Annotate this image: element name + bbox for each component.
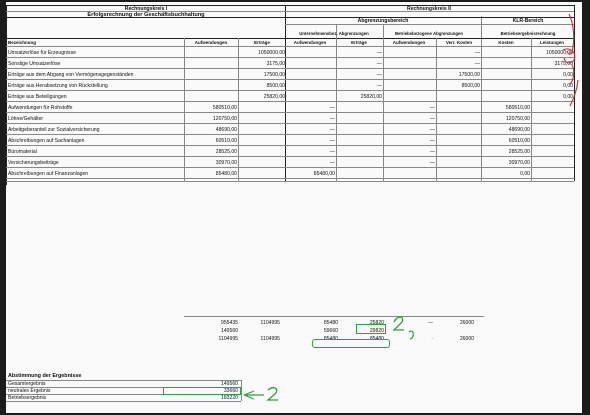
total-ue[interactable]: 85480 xyxy=(369,336,384,342)
cell-ua[interactable]: 85480,00 xyxy=(313,171,335,177)
cell-aufw[interactable]: 580510,00 xyxy=(212,105,237,111)
total-ue[interactable]: 29820 xyxy=(369,328,384,334)
cell-aufw[interactable]: 30970,00 xyxy=(215,160,237,166)
row-gridline xyxy=(6,123,574,124)
cell-ertr[interactable]: 3175,00 xyxy=(266,61,285,67)
cell-ua[interactable]: — xyxy=(329,116,335,122)
cell-aufw[interactable]: 28525,00 xyxy=(215,149,237,155)
col-header-ertraege: Erträge xyxy=(254,40,270,45)
cell-aufw[interactable]: 85480,00 xyxy=(215,171,237,177)
row-label[interactable]: Sonstige Umsatzerlöse xyxy=(8,61,61,67)
cell-ertr[interactable]: 25820,00 xyxy=(263,94,285,100)
abgrenzung-title: Abgrenzungsbereich xyxy=(357,18,409,24)
col-line xyxy=(383,24,384,181)
row-label[interactable]: Büromaterial xyxy=(8,149,37,155)
summary-value-gesamt[interactable]: 149560 xyxy=(221,381,238,387)
total-ua[interactable]: 85480 xyxy=(323,320,338,326)
row-label[interactable]: Versicherungsbeiträge xyxy=(8,160,59,166)
total-bv[interactable]: 26000 xyxy=(459,320,474,326)
cell-ua[interactable]: — xyxy=(329,149,335,155)
total-ba[interactable]: · xyxy=(431,336,433,342)
cell-aufw[interactable]: 120750,00 xyxy=(212,116,237,122)
cell-ertr[interactable]: 1050000,00 xyxy=(258,50,285,56)
unternehmens-title: Unternehmensbez. Abgrenzungen xyxy=(299,31,369,36)
cell-ertr[interactable]: 8500,00 xyxy=(266,83,285,89)
row-gridline xyxy=(6,156,574,157)
cell-l[interactable]: 3175,00 xyxy=(554,61,573,67)
cell-ba[interactable]: — xyxy=(429,149,435,155)
green-circle-totals xyxy=(312,339,390,348)
rk2-title: Rechnungskreis II xyxy=(407,6,451,12)
total-ertr[interactable]: 1104995 xyxy=(260,320,280,326)
cell-l[interactable]: 0,00 xyxy=(563,94,573,100)
total-ba[interactable]: — xyxy=(427,320,433,326)
header-line-4 xyxy=(6,38,574,39)
row-label[interactable]: Erträge aus dem Abgang von Vermögensgegenständen xyxy=(8,72,134,78)
cell-bv[interactable]: — xyxy=(474,61,480,67)
col-header-verr-kosten: Verr. Kosten xyxy=(445,40,473,45)
table-bottom xyxy=(6,181,574,182)
summary-title: Abstimmung der Ergebnisse xyxy=(8,373,82,379)
cell-bv[interactable]: 8500,00 xyxy=(461,83,480,89)
cell-ua[interactable]: — xyxy=(329,105,335,111)
total-bv[interactable]: 26000 xyxy=(459,336,474,342)
cell-ua[interactable]: — xyxy=(329,160,335,166)
row-gridline xyxy=(6,101,574,102)
row-gridline xyxy=(6,90,574,91)
cell-ba[interactable]: — xyxy=(429,138,435,144)
cell-ba[interactable]: — xyxy=(429,116,435,122)
total-aufw[interactable]: 1104995 xyxy=(218,336,238,342)
row-gridline xyxy=(6,79,574,80)
cell-ba[interactable]: — xyxy=(429,127,435,133)
total-aufw[interactable]: 149560 xyxy=(221,328,238,334)
header-line-5 xyxy=(6,46,574,47)
cell-ue[interactable]: — xyxy=(376,61,382,67)
cell-k[interactable]: 120750,00 xyxy=(505,116,530,122)
cell-k[interactable]: 28525,00 xyxy=(508,149,530,155)
row-label[interactable]: Arbeitgeberanteil zur Sozialversicherung xyxy=(8,127,100,133)
cell-ue[interactable]: — xyxy=(376,83,382,89)
cell-ua[interactable]: — xyxy=(329,127,335,133)
row-gridline xyxy=(6,57,574,58)
green-box-29820 xyxy=(356,324,386,334)
cell-ertr[interactable]: 17500,00 xyxy=(263,72,285,78)
row-gridline xyxy=(6,112,574,113)
cell-k[interactable]: 48690,00 xyxy=(508,127,530,133)
summary-line xyxy=(6,401,241,402)
row-gridline xyxy=(6,68,574,69)
cell-ua[interactable]: — xyxy=(329,138,335,144)
row-label[interactable]: Erträge aus Beteiligungen xyxy=(8,94,67,100)
header-line-3 xyxy=(285,24,574,25)
cell-ba[interactable]: — xyxy=(429,160,435,166)
klr-subtitle: Betriebsergebnisrechnung xyxy=(500,31,556,36)
col-line xyxy=(336,24,337,181)
left-border xyxy=(6,5,7,185)
cell-k[interactable]: 60510,00 xyxy=(508,138,530,144)
cell-l[interactable]: 0,00 xyxy=(563,83,573,89)
handwritten-arrow-2 xyxy=(242,386,282,404)
row-gridline xyxy=(6,178,574,179)
col-header-bezeichnung: Bezeichnung xyxy=(8,40,37,45)
row-label[interactable]: Erträge aus Herabsetzung von Rückstellung xyxy=(8,83,108,89)
col-line xyxy=(238,38,239,181)
col-header-b-aufwendungen: Aufwendungen xyxy=(392,40,426,45)
cell-aufw[interactable]: 48690,00 xyxy=(215,127,237,133)
total-ertr[interactable]: 1104995 xyxy=(260,336,280,342)
cell-ue[interactable]: — xyxy=(376,50,382,56)
cell-bv[interactable]: 17500,00 xyxy=(458,72,480,78)
cell-k[interactable]: 580510,00 xyxy=(505,105,530,111)
rk1-title: Rechnungskreis I xyxy=(124,6,168,12)
summary-line xyxy=(6,380,241,381)
row-label[interactable]: Umsatzerlöse für Erzeugnisse xyxy=(8,50,76,56)
row-gridline xyxy=(6,167,574,168)
red-circle-mark xyxy=(561,46,579,66)
summary-label-betrieb: Betriebsergebnis xyxy=(8,395,47,401)
cell-ue[interactable]: 25820,00 xyxy=(360,94,382,100)
cell-k[interactable]: 30970,00 xyxy=(508,160,530,166)
col-header-leistungen: Leistungen xyxy=(539,40,565,45)
cell-ue[interactable]: — xyxy=(376,72,382,78)
total-ua[interactable]: 85480 xyxy=(323,336,338,342)
cell-l[interactable]: 0,00 xyxy=(563,72,573,78)
selected-cell[interactable] xyxy=(163,387,241,395)
totals-top-line xyxy=(184,316,484,317)
col-line xyxy=(531,38,532,181)
row-gridline xyxy=(6,134,574,135)
betriebs-title: Betriebsbezogene Abgrenzungen xyxy=(394,31,464,36)
cell-l[interactable]: 1050000,00 xyxy=(546,50,573,56)
cell-k[interactable]: 0,00 xyxy=(520,171,530,177)
row-label[interactable]: Abschreibungen auf Sachanlagen xyxy=(8,138,85,144)
col-header-u-ertraege: Erträge xyxy=(351,40,367,45)
col-header-u-aufwendungen: Aufwendungen xyxy=(293,40,327,45)
summary-value-betrieb[interactable]: 183220 xyxy=(221,395,238,401)
cell-ba[interactable]: — xyxy=(429,105,435,111)
summary-label-neutral: neutrales Ergebnis xyxy=(8,388,51,394)
row-label[interactable]: Abschreibungen auf Finanzanlagen xyxy=(8,171,89,177)
top-border xyxy=(6,5,574,6)
row-label[interactable]: Löhne/Gehälter xyxy=(8,116,44,122)
total-ua[interactable]: 59660 xyxy=(323,328,338,334)
col-header-kosten: Kosten xyxy=(498,40,514,45)
klr-title: KLR-Bereich xyxy=(512,18,544,24)
row-gridline xyxy=(6,145,574,146)
handwritten-2-mark xyxy=(389,312,419,342)
summary-label-gesamt: Gesamtergebnis xyxy=(8,381,46,387)
cell-aufw[interactable]: 60510,00 xyxy=(215,138,237,144)
total-aufw[interactable]: 955435 xyxy=(221,320,238,326)
spreadsheet-page xyxy=(6,2,582,413)
total-ue[interactable]: 25820 xyxy=(369,320,384,326)
col-line xyxy=(436,38,437,181)
col-header-aufwendungen: Aufwendungen xyxy=(194,40,228,45)
row-label[interactable]: Aufwendungen für Rohstoffe xyxy=(8,105,73,111)
cell-bv[interactable]: — xyxy=(474,50,480,56)
summary-value-neutral[interactable]: 33660 xyxy=(223,388,238,394)
rk1-subtitle: Erfolgsrechnung der Geschäftsbuchhaltung xyxy=(87,12,205,18)
